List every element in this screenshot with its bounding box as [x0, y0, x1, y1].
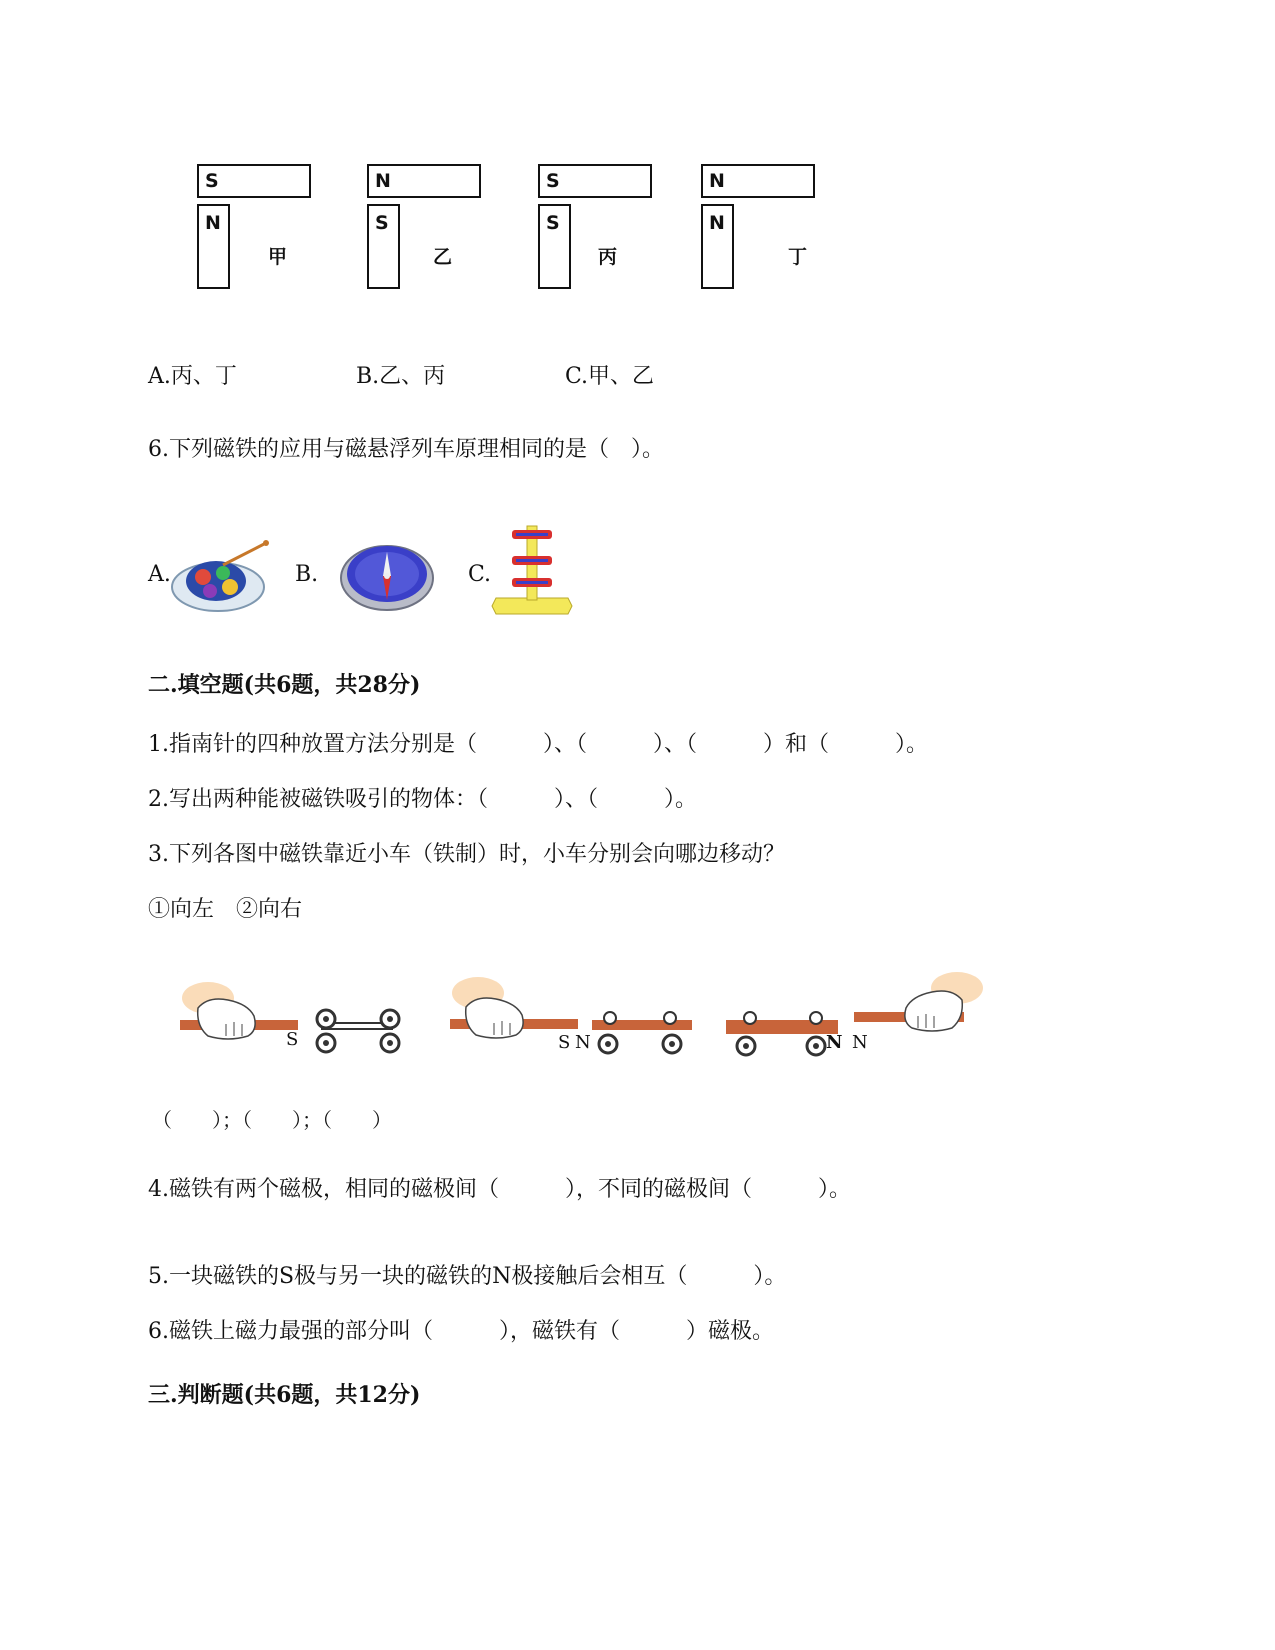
fill-question-5: 5.一块磁铁的S极与另一块的磁铁的N极接触后会相互（ ）。 — [148, 1264, 787, 1289]
fill-question-2: 2.写出两种能被磁铁吸引的物体：（ ）、（ ）。 — [148, 787, 697, 812]
pole-label: N — [205, 212, 221, 234]
compass-image — [338, 532, 436, 612]
hand-with-magnet-image — [852, 970, 992, 1045]
pole-label: N — [575, 1032, 591, 1053]
fill-question-3: 3.下列各图中磁铁靠近小车（铁制）时，小车分别会向哪边移动？ — [148, 842, 785, 867]
pole-label: N — [709, 170, 725, 192]
fill-question-3-choices: ①向左 ②向右 — [148, 897, 303, 922]
fill-question-4: 4.磁铁有两个磁极，相同的磁极间（ ），不同的磁极间（ ）。 — [148, 1177, 851, 1202]
cart-image — [722, 1010, 842, 1060]
q6-option-c-label: C. — [468, 562, 492, 587]
cart-image — [312, 1005, 407, 1057]
magnet-vertical — [538, 204, 571, 289]
fill-question-3-blanks: （ ）；（ ）；（ ） — [152, 1108, 392, 1132]
pole-label: S — [558, 1032, 571, 1053]
magnet-group-label: 丙 — [598, 246, 618, 268]
magnet-horizontal — [367, 164, 481, 198]
cart-image — [590, 1010, 695, 1060]
question-6-text: 6.下列磁铁的应用与磁悬浮列车原理相同的是（ ）。 — [148, 437, 664, 462]
fill-question-6: 6.磁铁上磁力最强的部分叫（ ），磁铁有（ ）磁极。 — [148, 1319, 774, 1344]
pole-label: S — [546, 212, 560, 234]
magnetic-toy-image — [168, 535, 273, 615]
pole-label: N — [852, 1032, 868, 1053]
fill-question-1: 1.指南针的四种放置方法分别是（ ）、（ ）、（ ）和（ ）。 — [148, 732, 928, 757]
section-2-heading: 二.填空题(共6题，共28分) — [148, 672, 421, 698]
q6-option-a-label: A. — [148, 562, 171, 587]
magnet-horizontal — [538, 164, 652, 198]
q6-option-b-label: B. — [295, 562, 319, 587]
magnet-vertical — [367, 204, 400, 289]
magnet-vertical — [197, 204, 230, 289]
pole-label: N — [709, 212, 725, 234]
option-a: A.丙、丁 — [148, 364, 237, 389]
pole-label: S — [286, 1029, 299, 1050]
magnet-group-label: 丁 — [788, 246, 808, 268]
option-b: B.乙、丙 — [356, 364, 446, 389]
pole-label: S — [205, 170, 219, 192]
pole-label: S — [375, 212, 389, 234]
option-c: C.甲、乙 — [565, 364, 655, 389]
floating-ring-magnets-image — [490, 520, 575, 615]
pole-label: N — [375, 170, 391, 192]
magnet-horizontal — [701, 164, 815, 198]
magnet-group-label: 甲 — [268, 246, 288, 268]
section-3-heading: 三.判断题(共6题，共12分) — [148, 1382, 421, 1408]
magnet-horizontal — [197, 164, 311, 198]
pole-label: N — [826, 1032, 843, 1053]
magnet-vertical — [701, 204, 734, 289]
magnet-group-label: 乙 — [433, 246, 453, 268]
pole-label: S — [546, 170, 560, 192]
